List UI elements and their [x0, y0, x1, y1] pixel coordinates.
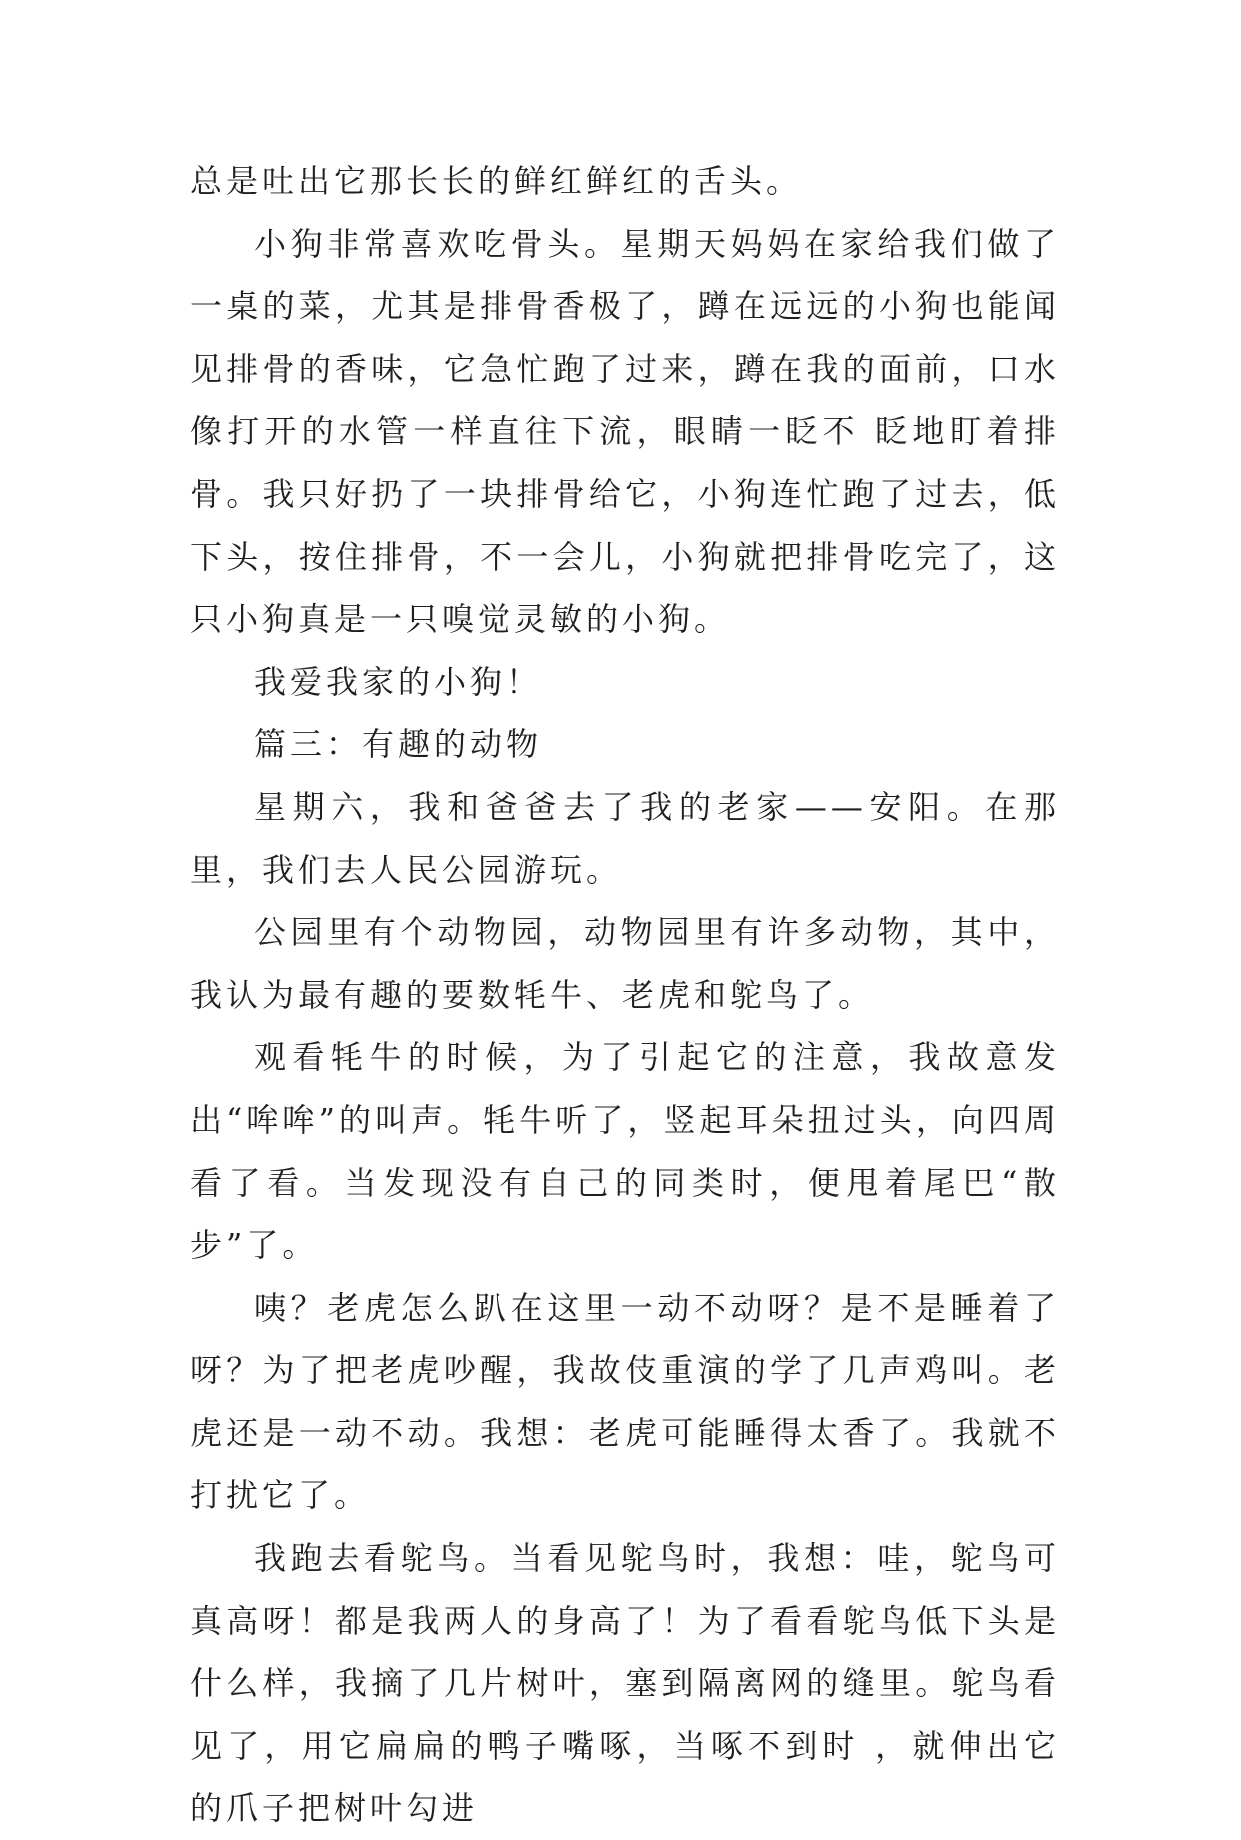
paragraph-7: 观看牦牛的时候，为了引起它的注意，我故意发出“哞哞”的叫声。牦牛听了，竖起耳朵扭过头，向四周看了看。当发现没有自己的同类时，便甩着尾巴“散步”了。 [190, 1038, 1060, 1265]
paragraph-1: 总是吐出它那长长的鲜红鲜红的舌头。 [190, 162, 803, 200]
paragraph-8: 咦？老虎怎么趴在这里一动不动呀？是不是睡着了呀？为了把老虎吵醒，我故伎重演的学了几声鸡叫。老虎还是一动不动。我想：老虎可能睡得太香了。我就不打扰它了。 [190, 1288, 1060, 1515]
paragraph-9: 我跑去看鸵鸟。当看见鸵鸟时，我想：哇，鸵鸟可真高呀！都是我两人的身高了！为了看看鸵鸟低下头是什么样，我摘了几片树叶，塞到隔离网的缝里。鸵鸟看见了，用它扁扁的鸭子嘴啄，当啄不到时 ，就伸出它的爪子把树叶勾进 [190, 1539, 1060, 1828]
paragraph-2: 小狗非常喜欢吃骨头。星期天妈妈在家给我们做了一桌的菜，尤其是排骨香极了，蹲在远远的小狗也能闻见排骨的香味，它急忙跑了过来，蹲在我的面前，口水像打开的水管一样直往下流，眼睛一眨不 眨地盯着排骨。我只好扔了一块排骨给它，小狗连忙跑了过去，低下头，按住排骨，不一会儿，小狗就把排骨吃完了，这只小狗真是一只嗅觉灵敏的小狗。 [190, 224, 1060, 639]
paragraph-6: 公园里有个动物园，动物园里有许多动物，其中，我认为最有趣的要数牦牛、老虎和鸵鸟了。 [190, 913, 1060, 1014]
section-heading: 篇三：有趣的动物 [254, 725, 543, 764]
paragraph-3: 我爱我家的小狗！ [254, 662, 543, 701]
document-body [190, 150, 1060, 1840]
paragraph-5: 星期六，我和爸爸去了我的老家——安阳。在那里，我们去人民公园游玩。 [190, 787, 1060, 889]
